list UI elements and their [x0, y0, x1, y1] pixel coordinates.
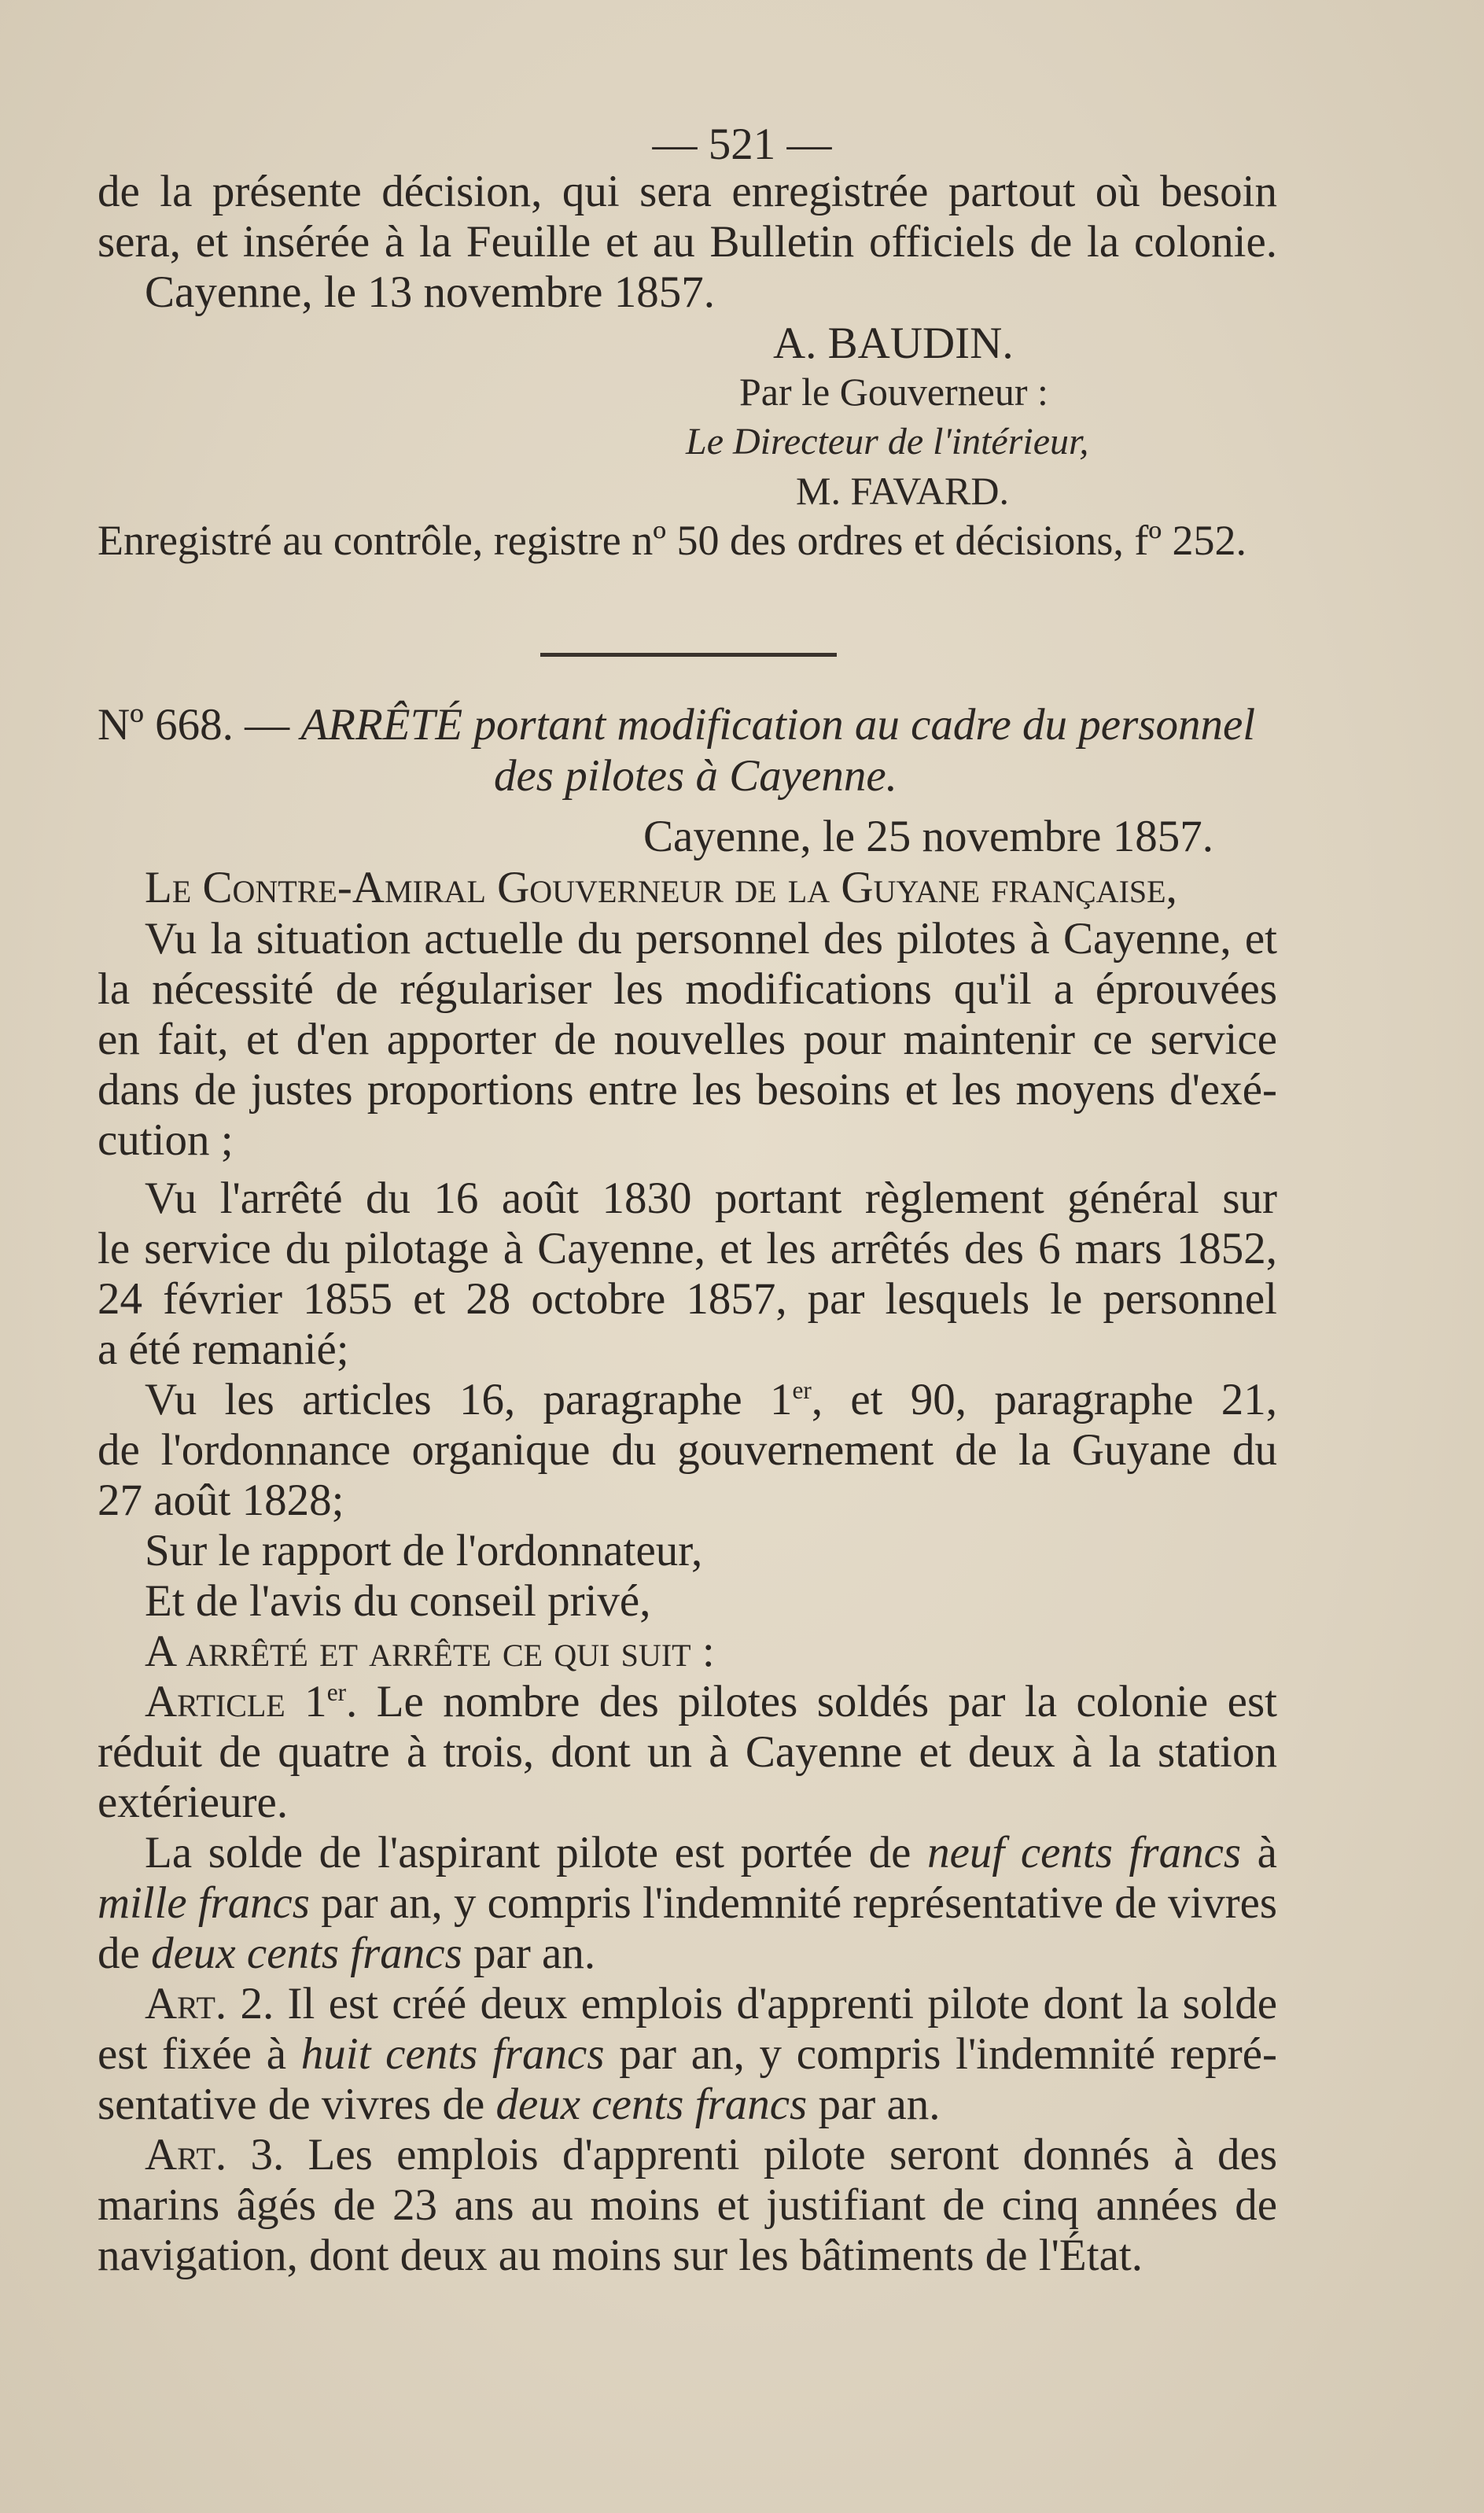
text-line: [98, 1929, 1277, 1979]
text-span: par an, y compris l'indemnité représentative de vivres: [309, 1878, 1277, 1928]
text-line: de la présente décision, qui sera enregistrée partout où besoin: [98, 167, 1277, 216]
text-line: la nécessité de régulariser les modifications qu'il a éprouvées: [98, 964, 1277, 1014]
text-span: par an, y compris l'indemnité repré-: [604, 2029, 1277, 2079]
text-line: en fait, et d'en apporter de nouvelles pour maintenir ce service: [98, 1015, 1277, 1064]
text-span: 2. Il est créé deux emplois d'apprenti pilote dont la solde: [226, 1979, 1277, 2028]
text-line: [145, 1828, 1277, 1878]
text-span: mille francs: [98, 1878, 310, 1928]
article-label: Article 1: [145, 1677, 327, 1726]
decree-formula: A arrêté et arrête ce qui suit :: [145, 1627, 715, 1676]
page-number: — 521 —: [652, 120, 832, 169]
superscript: er: [326, 1678, 347, 1706]
superscript: er: [792, 1376, 812, 1404]
text-line: le service du pilotage à Cayenne, et les arrêtés des 6 mars 1852,: [98, 1224, 1277, 1273]
decree-title-cont: des pilotes à Cayenne.: [494, 751, 897, 801]
signature-role: Le Directeur de l'intérieur,: [686, 421, 1089, 462]
text-span: deux cents francs: [151, 1929, 462, 1978]
text-line: marins âgés de 23 ans au moins et justifiant de cinq années de: [98, 2180, 1277, 2230]
text-span: par an.: [462, 1929, 596, 1978]
separator-rule: [540, 653, 837, 657]
text-line: [145, 1375, 1277, 1425]
registration-note: Enregistré au contrôle, registre nº 50 des ordres et décisions, fº 252.: [98, 517, 1247, 564]
text-line: extérieure.: [98, 1778, 289, 1827]
text-line: Vu l'arrêté du 16 août 1830 portant règlement général sur: [145, 1174, 1277, 1223]
text-span: sentative de vivres de: [98, 2080, 496, 2129]
article-2-line: [145, 1979, 1277, 2029]
text-span: deux cents francs: [495, 2080, 808, 2129]
text-line: a été remanié;: [98, 1325, 349, 1374]
decree-intro: Le Contre-Amiral Gouverneur de la Guyane française,: [145, 863, 1177, 912]
text-line: [98, 2029, 1277, 2080]
text-span: est fixée à: [98, 2029, 301, 2079]
text-line: de l'ordonnance organique du gouvernement de la Guyane du: [98, 1425, 1277, 1475]
decree-title: ARRÊTÉ portant modification au cadre du personnel: [300, 700, 1256, 750]
text-line: 24 février 1855 et 28 octobre 1857, par lesquels le personnel: [98, 1274, 1277, 1324]
text-line: Sur le rapport de l'ordonnateur,: [145, 1526, 703, 1575]
decree-number: Nº 668.: [98, 700, 234, 750]
decision-date: Cayenne, le 13 novembre 1857.: [145, 267, 715, 317]
text-line: réduit de quatre à trois, dont un à Cayenne et deux à la station: [98, 1727, 1277, 1777]
article-label: Art.: [145, 2130, 227, 2180]
text-line: cution ;: [98, 1115, 234, 1165]
decree-date: Cayenne, le 25 novembre 1857.: [643, 812, 1213, 861]
text-line: Et de l'avis du conseil privé,: [145, 1576, 651, 1626]
text-line: navigation, dont deux au moins sur les bâtiments de l'État.: [98, 2231, 1143, 2280]
text-line: [98, 1878, 1277, 1929]
signature-name-2: M. FAVARD.: [796, 469, 1009, 513]
decree-heading: [98, 700, 1277, 750]
text-line: [98, 2080, 1277, 2130]
text-span: . Le nombre des pilotes soldés par la colonie est: [346, 1677, 1277, 1726]
text-span: , et 90, paragraphe 21,: [811, 1375, 1278, 1424]
text-span: par an.: [807, 2080, 941, 2129]
text-span: Vu les articles 16, paragraphe 1: [145, 1375, 793, 1424]
text-line: 27 août 1828;: [98, 1476, 344, 1525]
text-span: neuf cents francs: [927, 1828, 1242, 1877]
text-line: sera, et insérée à la Feuille et au Bulletin officiels de la colonie.: [98, 217, 1277, 267]
text-span: La solde de l'aspirant pilote est portée de: [145, 1828, 928, 1877]
signature-name: A. BAUDIN.: [773, 319, 1014, 368]
text-line: dans de justes proportions entre les besoins et les moyens d'exé-: [98, 1065, 1277, 1115]
text-span: de: [98, 1929, 152, 1978]
text-span: à: [1241, 1828, 1277, 1877]
article-label: Art.: [145, 1979, 227, 2028]
text-line: Vu la situation actuelle du personnel des pilotes à Cayenne, et: [145, 914, 1277, 964]
signature-by: Par le Gouverneur :: [739, 370, 1048, 414]
article-1-line: [145, 1677, 1277, 1727]
text-span: huit cents francs: [300, 2029, 605, 2079]
text-span: 3. Les emplois d'apprenti pilote seront donnés à des: [226, 2130, 1277, 2180]
decree-dash: —: [233, 700, 301, 750]
article-3-line: [145, 2130, 1277, 2180]
